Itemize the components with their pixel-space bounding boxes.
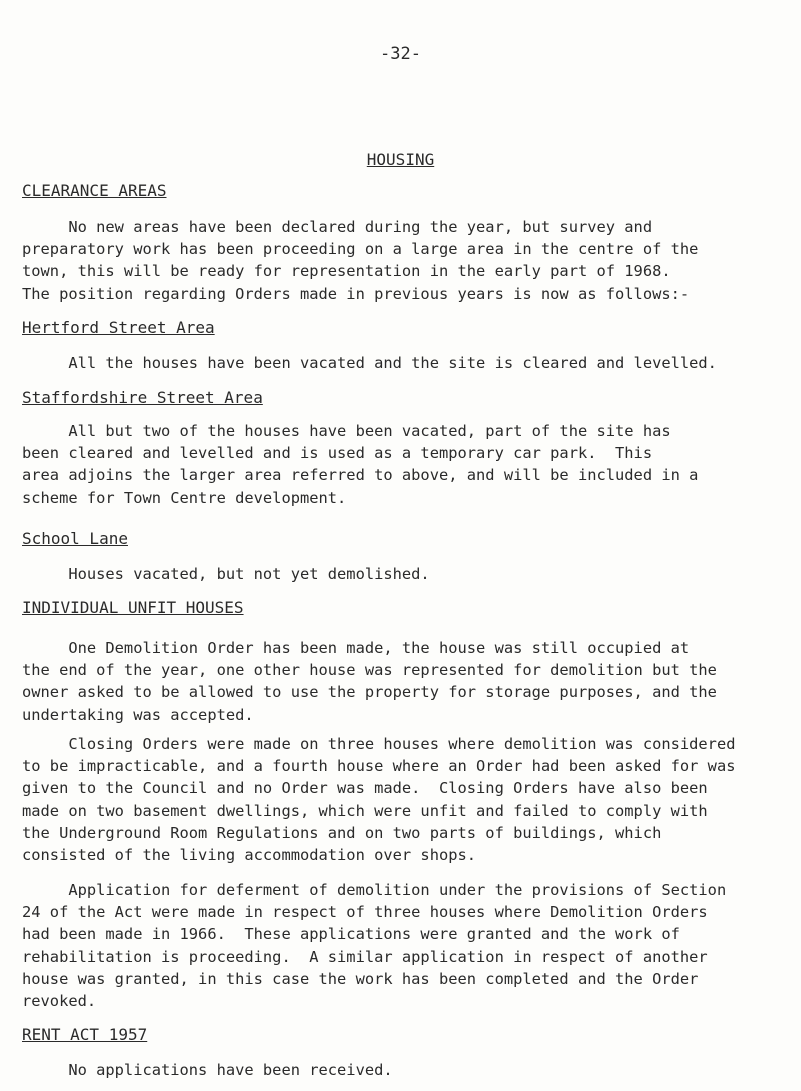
paragraph-individual-3 (22, 879, 792, 1012)
text-line: been cleared and levelled and is used as a temporary car park. This (22, 444, 653, 463)
heading-rent-act: RENT ACT 1957 (22, 1025, 148, 1044)
heading-individual-unfit-houses: INDIVIDUAL UNFIT HOUSES (22, 598, 244, 617)
text-line: house was granted, in this case the work has been completed and the Order (22, 969, 699, 988)
text-line: rehabilitation is proceeding. A similar application in respect of another (22, 947, 708, 966)
heading-staffordshire-street: Staffordshire Street Area (22, 388, 263, 407)
text-line: the end of the year, one other house was represented for demolition but the (22, 661, 717, 680)
text-line: preparatory work has been proceeding on a large area in the centre of the (22, 240, 699, 259)
text-line: the Underground Room Regulations and on two parts of buildings, which (22, 823, 662, 842)
page-number: -32- (380, 44, 421, 64)
text-line: made on two basement dwellings, which were unfit and failed to comply with (22, 801, 708, 820)
text-line: to be impracticable, and a fourth house where an Order had been asked for was (22, 757, 736, 776)
text-line: One Demolition Order has been made, the house was still occupied at (22, 639, 690, 657)
paragraph-school (22, 563, 792, 585)
paragraph-rent (22, 1059, 792, 1081)
text-line: Houses vacated, but not yet demolished. (22, 565, 430, 583)
text-line: Application for deferment of demolition under the provisions of Section (22, 881, 727, 899)
text-line: No applications have been received. (22, 1061, 393, 1079)
text-line: given to the Council and no Order was made. Closing Orders have also been (22, 779, 708, 798)
paragraph-hertford (22, 352, 792, 374)
paragraph-staffordshire (22, 420, 792, 509)
text-line: owner asked to be allowed to use the property for storage purposes, and the (22, 683, 717, 702)
text-line: revoked. (22, 992, 97, 1011)
text-line: scheme for Town Centre development. (22, 488, 347, 507)
text-line: consisted of the living accommodation over shops. (22, 846, 477, 865)
page-title (0, 150, 801, 169)
paragraph-clearance (22, 216, 792, 305)
text-line: No new areas have been declared during the year, but survey and (22, 218, 653, 236)
paragraph-individual-2 (22, 733, 792, 866)
text-line: 24 of the Act were made in respect of three houses where Demolition Orders (22, 903, 708, 922)
text-line: Closing Orders were made on three houses where demolition was considered (22, 735, 736, 753)
text-line: undertaking was accepted. (22, 705, 254, 724)
page-title-text: HOUSING (366, 150, 435, 169)
text-line: had been made in 1966. These applications were granted and the work of (22, 925, 680, 944)
text-line: town, this will be ready for representation in the early part of 1968. (22, 262, 671, 281)
text-line: All the houses have been vacated and the site is cleared and levelled. (22, 354, 717, 372)
text-line: area adjoins the larger area referred to above, and will be included in a (22, 466, 699, 485)
heading-school-lane: School Lane (22, 529, 128, 548)
text-line: All but two of the houses have been vacated, part of the site has (22, 422, 671, 440)
text-line: The position regarding Orders made in previous years is now as follows:- (22, 284, 690, 303)
heading-clearance-areas: CLEARANCE AREAS (22, 181, 167, 200)
heading-hertford-street: Hertford Street Area (22, 318, 215, 337)
paragraph-individual-1 (22, 637, 792, 726)
